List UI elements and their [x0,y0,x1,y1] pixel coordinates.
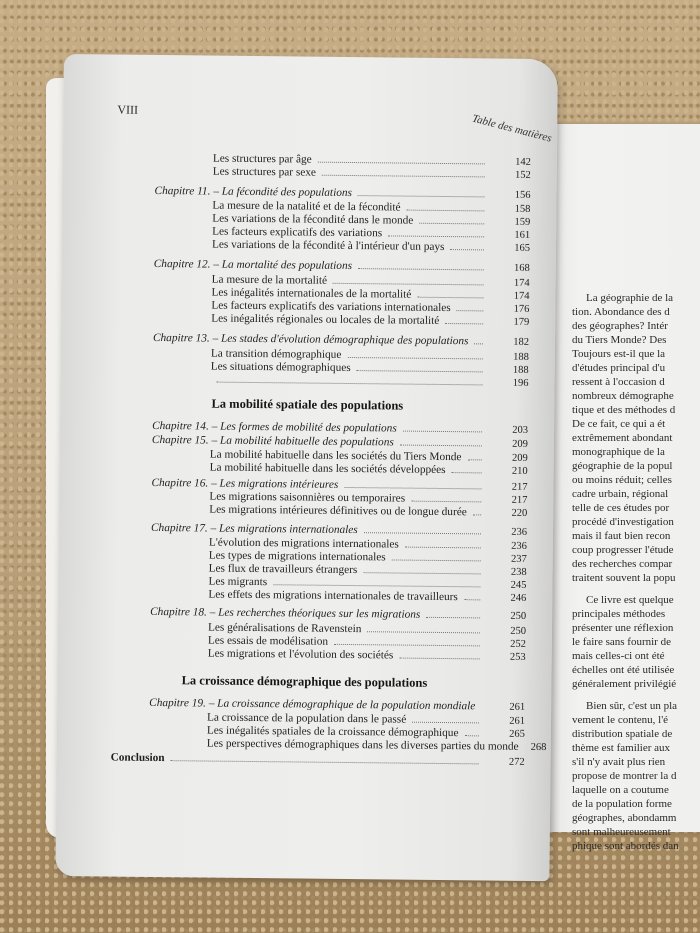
left-page-table-of-contents [55,54,558,881]
text-line: telle de ces études por [572,502,670,514]
text-line: monographique de la [572,446,665,458]
toc-page-number: 217 [511,494,528,506]
text-line: le faire sans fournir de [572,636,671,648]
text-line: ou moins réduit; celles [572,474,672,486]
text-line: présenter une réflexion [572,622,674,634]
text-line: géographie de la popul [572,460,673,472]
toc-entry-label: Chapitre 13. – Les stades d'évolution démographique des populations [152,331,469,348]
toc-page-number: 217 [511,481,528,493]
dot-leader [344,478,481,489]
dot-leader [403,422,482,433]
part-title: La croissance démographique des populations [181,673,428,690]
text-line: généralement privilégié [572,678,677,690]
toc-entry-label: Les migrations intérieures définitives ou de longue durée [209,503,467,519]
dot-leader [419,214,484,225]
toc-page-number: 253 [509,651,526,663]
text-line: des recherches compar [572,558,673,570]
toc-page-number: 209 [511,452,528,464]
toc-page-number: 174 [513,277,530,289]
text-line: propose de montrer la d [572,770,677,782]
toc-list [63,150,557,768]
dot-leader [474,334,483,344]
text-line: cadre urbain, régional [572,488,669,500]
toc-page-number: 265 [509,728,525,740]
dot-leader [452,463,482,473]
dot-leader [333,274,484,286]
toc-page-number: 203 [512,424,529,436]
toc-page-number: 179 [513,316,530,328]
toc-page-number: 182 [513,336,530,348]
toc-page-number: 209 [512,438,528,450]
text-line: procédé d'investigation [572,516,674,528]
text-line: extrêmement abondant [572,432,673,444]
dot-leader [473,505,482,515]
dot-leader [358,186,485,197]
text-line: des géographes? Intér [572,320,668,332]
text-line: mais il faut bien recon [572,530,671,542]
dot-leader [392,550,481,561]
toc-entry-label: L'évolution des migrations internationales [208,536,399,551]
toc-entry-label: La mesure de la mortalité [211,273,328,287]
dot-leader [399,649,480,660]
toc-entry-label: Les effets des migrations internationales de travailleurs [208,588,458,604]
toc-page-number: 161 [514,229,531,241]
toc-entry-label: Chapitre 11. – La fécondité des populations [154,184,352,200]
toc-entry-label: Chapitre 18. – Les recherches théoriques sur les migrations [150,605,421,621]
toc-entry-label: Chapitre 19. – La croissance démographique de la population mondiale [149,696,476,713]
running-head: Table des matières [471,112,554,145]
dot-leader [367,622,480,633]
toc-entry-label: Les migrations et l'évolution des sociétés [207,647,394,662]
toc-page-number: 188 [512,364,529,376]
toc-entry-label: Les généralisations de Ravenstein [207,621,362,636]
dot-leader [445,314,483,324]
dot-leader [411,492,481,503]
toc-entry-label: La mobilité habituelle dans les sociétés développées [209,461,446,477]
text-line: tique et des méthodes d [572,404,676,416]
dot-leader [273,575,480,587]
toc-entry-label: Les facteurs explicatifs des variations internationales [211,299,451,315]
text-line: de la population forme [572,798,672,810]
toc-entry-label: Les perspectives démographiques dans les diverses parties du monde [206,737,519,753]
text-line: mais celles-ci ont été [572,650,665,662]
dot-leader [388,226,484,237]
text-line: traitent souvent la popu [572,572,676,584]
toc-page-number: 245 [510,579,527,591]
toc-entry-label: Les inégalités régionales ou locales de la mortalité [211,312,440,327]
toc-page-number: 272 [508,756,525,768]
toc-entry-label: Les inégalités internationales de la mortalité [211,286,412,301]
dot-leader [217,373,483,386]
text-line: d'études principal d'u [572,362,666,374]
dot-leader [405,538,481,549]
text-line: échelles ont été utilisée [572,664,675,676]
dot-leader [364,523,481,534]
text-line: vement le contenu, l'é [572,714,669,726]
toc-page-number: 159 [514,216,531,228]
toc-page-number: 165 [514,242,531,254]
toc-entry-label: La croissance de la population dans le passé [206,711,407,726]
toc-entry-label: Les essais de modélisation [207,634,329,648]
toc-page-number: 158 [514,203,531,215]
dot-leader [464,590,481,600]
toc-entry-label: Chapitre 14. – Les formes de mobilité des populations [152,419,397,435]
dot-leader [322,166,485,178]
toc-entry-label: Chapitre 12. – La mortalité des populations [153,257,353,273]
toc-page-number: 168 [513,262,530,274]
toc-page-number: 252 [510,638,526,650]
toc-entry-label: Chapitre 15. – La mobilité habituelle des populations [151,433,394,449]
text-line: ressent à l'occasion d [572,376,665,388]
toc-page-number: 238 [510,566,527,578]
dot-leader [426,608,480,619]
toc-entry-label: La transition démographique [210,347,342,361]
toc-page-number: 220 [511,507,528,519]
toc-entry-label: La mobilité habituelle dans les sociétés du Tiers Monde [209,448,462,464]
toc-page-number: 174 [513,290,530,302]
toc-page-number: 261 [509,701,526,713]
text-line: laquelle on a coutume [572,784,669,796]
toc-entry-label: Les facteurs explicatifs des variations [212,225,383,240]
text-line: tion. Abondance des d [572,306,670,318]
text-line: distribution spatiale de [572,728,673,740]
right-page [548,124,700,852]
toc-entry-label: Conclusion [110,751,165,765]
toc-page-number: 261 [509,715,526,727]
toc-page-number: 250 [510,625,527,637]
dot-leader [358,259,484,270]
dot-leader [412,713,479,724]
toc-page-number: 176 [513,303,530,315]
toc-entry-label: Les types de migrations internationales [208,549,386,564]
toc-entry-label: Les inégalités spatiales de la croissance démographique [206,724,459,740]
toc-entry-label: Chapitre 17. – Les migrations internationales [150,521,358,537]
dot-leader [457,301,484,311]
dot-leader [464,726,479,736]
toc-entry-label: Les migrations saisonnières ou temporaires [209,490,406,505]
text-line: phique sont abordés dan [572,840,679,852]
toc-page-number: 210 [511,465,528,477]
text-line: La géographie de la [586,292,674,304]
dot-leader [357,361,483,372]
toc-entry-label: Chapitre 16. – Les migrations intérieures [151,476,339,491]
text-line: sont malheureusement [572,826,671,838]
body-paragraph [572,593,700,691]
toc-entry-label: Les structures par âge [212,152,312,166]
toc-page-number: 246 [510,592,527,604]
page-number: VIII [117,102,139,117]
dot-leader [407,201,485,212]
body-paragraph [572,699,700,853]
dot-leader [450,240,484,250]
toc-page-number: 196 [512,377,529,389]
dot-leader [400,436,482,447]
toc-entry-label: Les migrants [208,575,268,589]
toc-entry-label: Les situations démographiques [210,360,351,375]
dot-leader [467,450,481,460]
toc-entry-label: Les variations de la fécondité dans le monde [212,212,414,227]
toc-page-number: 142 [515,156,531,168]
text-line: Ce livre est quelque [586,594,674,606]
text-line: coup progresser l'étude [572,544,674,556]
toc-page-number: 236 [511,540,527,552]
toc-page-number: 250 [510,610,527,622]
dot-leader [318,153,485,165]
toc-page-number: 152 [514,169,531,181]
toc-entry-label: Les variations de la fécondité à l'intérieur d'un pays [211,238,445,253]
dot-leader [347,348,483,359]
text-line: De ce fait, ce qui a ét [572,418,666,430]
text-line: Bien sûr, c'est un pla [586,700,678,712]
dot-leader [417,288,483,299]
toc-page-number: 188 [513,351,529,363]
dot-leader [171,751,479,764]
text-line: nombreux démographe [572,390,674,402]
text-line: géographes, abondamm [572,812,677,824]
toc-entry-label: Les structures par sexe [212,165,317,179]
text-line: principales méthodes [572,608,666,620]
dot-leader [363,563,480,574]
part-title: La mobilité spatiale des populations [211,396,404,413]
text-line: s'il n'y avait plus rien [572,756,666,768]
toc-page-number: 268 [530,741,547,754]
toc-page-number: 156 [514,189,531,201]
toc-page-number: 236 [511,526,528,538]
body-paragraph [572,291,700,585]
toc-entry-label: Les flux de travailleurs étrangers [208,562,358,577]
toc-page-number: 237 [510,553,527,565]
dot-leader [334,635,480,647]
text-line: thème est familier aux [572,742,671,754]
text-line: du Tiers Monde? Des [572,334,667,346]
text-line: Toujours est-il que la [572,348,666,360]
toc-entry-label: La mesure de la natalité et de la fécondité [212,199,401,214]
right-page-body-text [572,291,700,861]
